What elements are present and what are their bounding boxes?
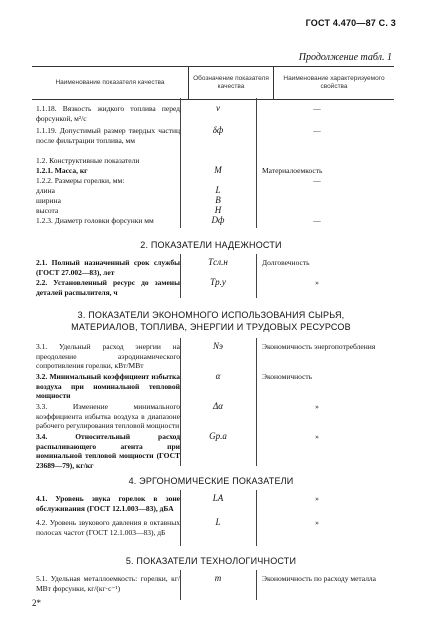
section-title-manufacturability: 5. ПОКАЗАТЕЛИ ТЕХНОЛОГИЧНОСТИ bbox=[125, 556, 297, 566]
row-symbol: H bbox=[214, 205, 222, 215]
row-name: длина bbox=[36, 186, 55, 195]
section-title-ergonomics: 4. ЭРГОНОМИЧЕСКИЕ ПОКАЗАТЕЛИ bbox=[128, 476, 294, 486]
row-symbol: M bbox=[214, 165, 222, 175]
row-name: 1.2.1. Масса, кг bbox=[36, 166, 88, 175]
column-divider bbox=[256, 490, 257, 546]
table-continuation-caption: Продолжение табл. 1 bbox=[298, 52, 392, 63]
row-symbol: Nэ bbox=[213, 341, 223, 351]
section-title-reliability: 2. ПОКАЗАТЕЛИ НАДЕЖНОСТИ bbox=[140, 240, 282, 250]
row-property: » bbox=[315, 518, 319, 527]
row-property: — bbox=[313, 216, 321, 225]
row-name: 5.1. Удельная металлоемкость: горелки, кг/МВт форсунки, кг/(кг·с⁻¹) bbox=[36, 574, 180, 593]
row-symbol: LA bbox=[212, 493, 224, 503]
row-property: Экономичность энергопотребления bbox=[262, 342, 376, 351]
row-symbol: ν bbox=[216, 103, 220, 113]
row-symbol: Δα bbox=[212, 401, 223, 411]
row-property: » bbox=[315, 494, 319, 503]
row-symbol: Gр.а bbox=[209, 431, 227, 441]
section-title-economy-line2: МАТЕРИАЛОВ, ТОПЛИВА, ЭНЕРГИИ И ТРУДОВЫХ РЕСУРСОВ bbox=[71, 322, 351, 332]
row-symbol: δф bbox=[212, 125, 224, 135]
column-header-property: Наименование характеризуемого свойства bbox=[283, 74, 385, 90]
row-name: 4.1. Уровень звука горелок в зоне обслуживания (ГОСТ 12.1.003—83), дБА bbox=[36, 494, 180, 513]
row-property: — bbox=[313, 176, 321, 185]
row-name: 3.4. Относительный расход распыливающего агента при номинальной тепловой мощности (ГОСТ 23689—79), кг/кг bbox=[36, 432, 180, 470]
row-property: Материалоемкость bbox=[262, 166, 323, 175]
row-name: 1.2.3. Диаметр головки форсунки мм bbox=[36, 216, 154, 225]
row-name: 1.1.18. Вязкость жидкого топлива перед форсункой, м²/с bbox=[36, 104, 180, 123]
row-symbol: L bbox=[215, 517, 221, 527]
row-property: Экономичность bbox=[262, 372, 313, 381]
row-name: 2.1. Полный назначенный срок службы (ГОСТ 27.002—83), лет bbox=[36, 258, 180, 277]
row-symbol: Tр.у bbox=[210, 277, 226, 287]
row-property: Долговечность bbox=[262, 258, 310, 267]
row-name: 4.2. Уровень звукового давления в октавных полосах частот (ГОСТ 12.1.003—83), дБ bbox=[36, 518, 180, 537]
row-property: — bbox=[313, 104, 321, 113]
row-property: » bbox=[315, 432, 319, 441]
page-footer-mark: 2* bbox=[32, 598, 41, 608]
page-header: ГОСТ 4.470—87 С. 3 bbox=[305, 18, 396, 28]
row-property: » bbox=[315, 278, 319, 287]
row-symbol: B bbox=[215, 195, 221, 205]
column-divider bbox=[256, 338, 257, 466]
row-name: 1.1.19. Допустимый размер твердых частиц после фильтрации топлива, мм bbox=[36, 126, 180, 145]
column-divider bbox=[256, 254, 257, 298]
row-name: 3.1. Удельный расход энергии на преодоление аэродинамического сопротивления горелки, кВт/МВт bbox=[36, 342, 180, 371]
row-name: 3.3. Изменение минимального коэффициента избытка воздуха в диапазоне рабочего регулирования тепловой мощности bbox=[36, 402, 180, 431]
section-title-economy-line1: 3. ПОКАЗАТЕЛИ ЭКОНОМНОГО ИСПОЛЬЗОВАНИЯ СЫРЬЯ, bbox=[77, 310, 345, 320]
row-symbol: Dф bbox=[211, 215, 225, 225]
row-property: » bbox=[315, 402, 319, 411]
row-name: 3.2. Минимальный коэффициент избытка воздуха при номинальной тепловой мощности bbox=[36, 372, 180, 401]
row-property: Экономичность по расходу металла bbox=[262, 574, 377, 583]
row-name: 2.2. Установленный ресурс до замены деталей распылителя, ч bbox=[36, 278, 180, 297]
column-divider bbox=[256, 98, 257, 228]
row-name: ширина bbox=[36, 196, 61, 205]
row-name: 1.2. Конструктивные показатели bbox=[36, 156, 140, 165]
row-symbol: L bbox=[215, 185, 221, 195]
row-symbol: Tсл.н bbox=[208, 257, 228, 267]
row-name: высота bbox=[36, 206, 59, 215]
row-property: — bbox=[313, 126, 321, 135]
column-divider bbox=[256, 570, 257, 600]
row-name: 1.2.2. Размеры горелки, мм: bbox=[36, 176, 125, 185]
row-symbol: α bbox=[215, 371, 221, 381]
column-header-symbol: Обозначение показателя качества bbox=[188, 67, 274, 99]
column-header-name: Наименование показателя качества bbox=[55, 78, 165, 86]
row-symbol: m bbox=[214, 573, 222, 583]
table-header bbox=[32, 66, 394, 100]
